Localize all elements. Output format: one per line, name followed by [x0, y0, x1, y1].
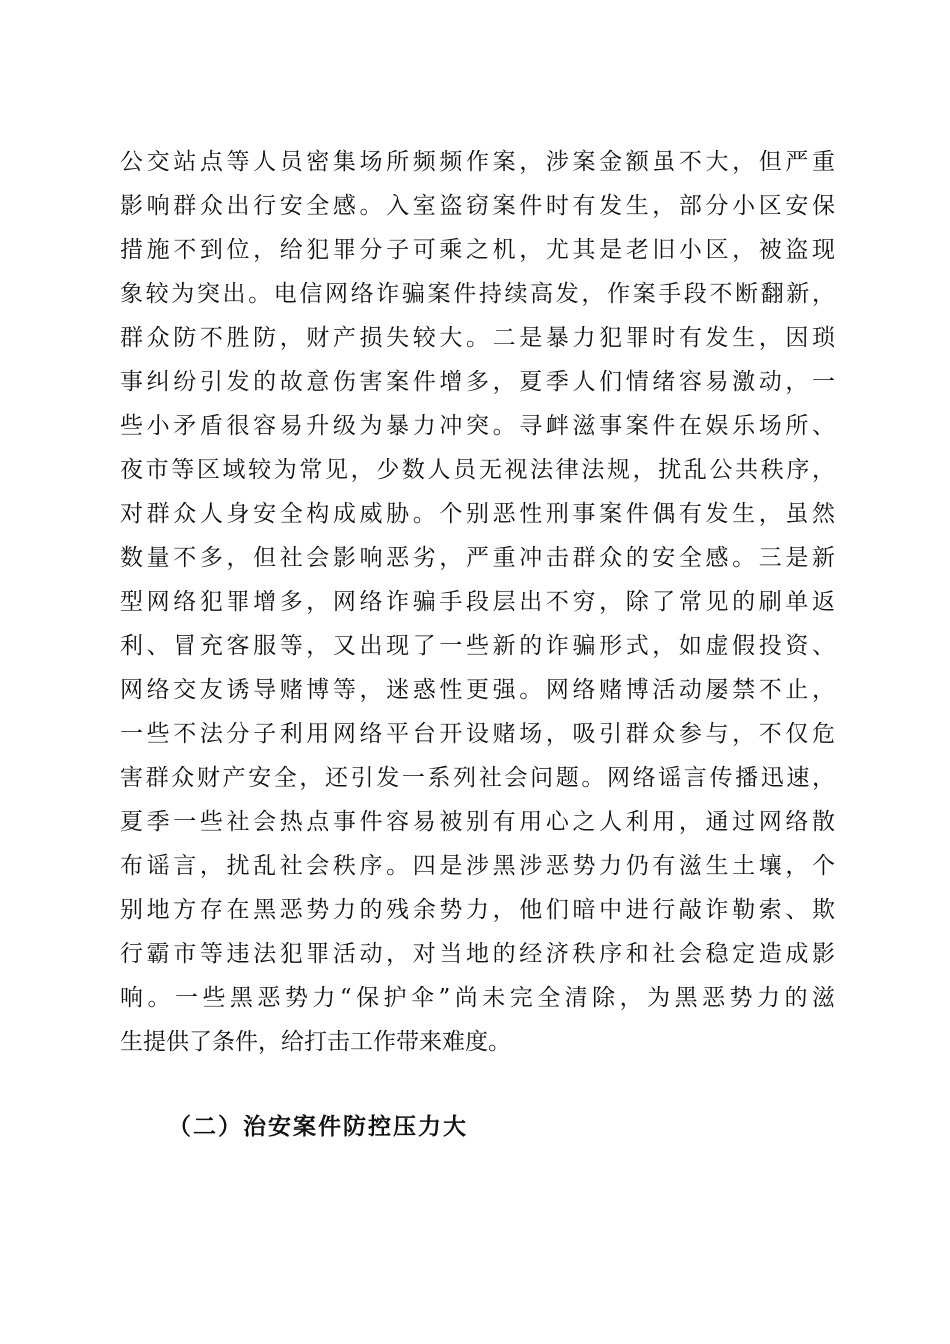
paragraph-line-12: 利、冒充客服等，又出现了一些新的诈骗形式，如虚假投资、 — [120, 633, 835, 659]
paragraph-line-5: 群众防不胜防，财产损失较大。二是暴力犯罪时有发生，因琐 — [120, 325, 835, 351]
paragraph-line-11: 型网络犯罪增多，网络诈骗手段层出不穷，除了常见的刷单返 — [120, 589, 835, 615]
paragraph-line-21: 生提供了条件，给打击工作带来难度。 — [120, 1029, 511, 1055]
paragraph-line-7: 些小矛盾很容易升级为暴力冲突。寻衅滋事案件在娱乐场所、 — [120, 413, 835, 439]
section-heading: （二）治安案件防控压力大 — [168, 1113, 468, 1140]
paragraph-line-15: 害群众财产安全，还引发一系列社会问题。网络谣言传播迅速， — [120, 765, 835, 791]
paragraph-line-19: 行霸市等违法犯罪活动，对当地的经济秩序和社会稳定造成影 — [120, 941, 835, 967]
paragraph-line-2: 影响群众出行安全感。入室盗窃案件时有发生，部分小区安保 — [120, 193, 835, 219]
paragraph-line-18: 别地方存在黑恶势力的残余势力，他们暗中进行敲诈勒索、欺 — [120, 897, 835, 923]
paragraph-line-17: 布谣言，扰乱社会秩序。四是涉黑涉恶势力仍有滋生土壤，个 — [120, 853, 835, 879]
paragraph-line-6: 事纠纷引发的故意伤害案件增多，夏季人们情绪容易激动，一 — [120, 369, 835, 395]
paragraph-line-13: 网络交友诱导赌博等，迷惑性更强。网络赌博活动屡禁不止， — [120, 677, 835, 703]
paragraph-line-14: 一些不法分子利用网络平台开设赌场，吸引群众参与，不仅危 — [120, 721, 835, 747]
paragraph-line-20: 响。一些黑恶势力“保护伞”尚未完全清除，为黑恶势力的滋 — [120, 985, 835, 1011]
paragraph-line-16: 夏季一些社会热点事件容易被别有用心之人利用，通过网络散 — [120, 809, 835, 835]
paragraph-line-8: 夜市等区域较为常见，少数人员无视法律法规，扰乱公共秩序， — [120, 457, 835, 483]
paragraph-line-3: 措施不到位，给犯罪分子可乘之机，尤其是老旧小区，被盗现 — [120, 237, 835, 263]
paragraph-line-1: 公交站点等人员密集场所频频作案，涉案金额虽不大，但严重 — [120, 149, 835, 175]
paragraph-line-9: 对群众人身安全构成威胁。个别恶性刑事案件偶有发生，虽然 — [120, 501, 835, 527]
paragraph-line-10: 数量不多，但社会影响恶劣，严重冲击群众的安全感。三是新 — [120, 545, 835, 571]
paragraph-line-4: 象较为突出。电信网络诈骗案件持续高发，作案手段不断翻新， — [120, 281, 835, 307]
